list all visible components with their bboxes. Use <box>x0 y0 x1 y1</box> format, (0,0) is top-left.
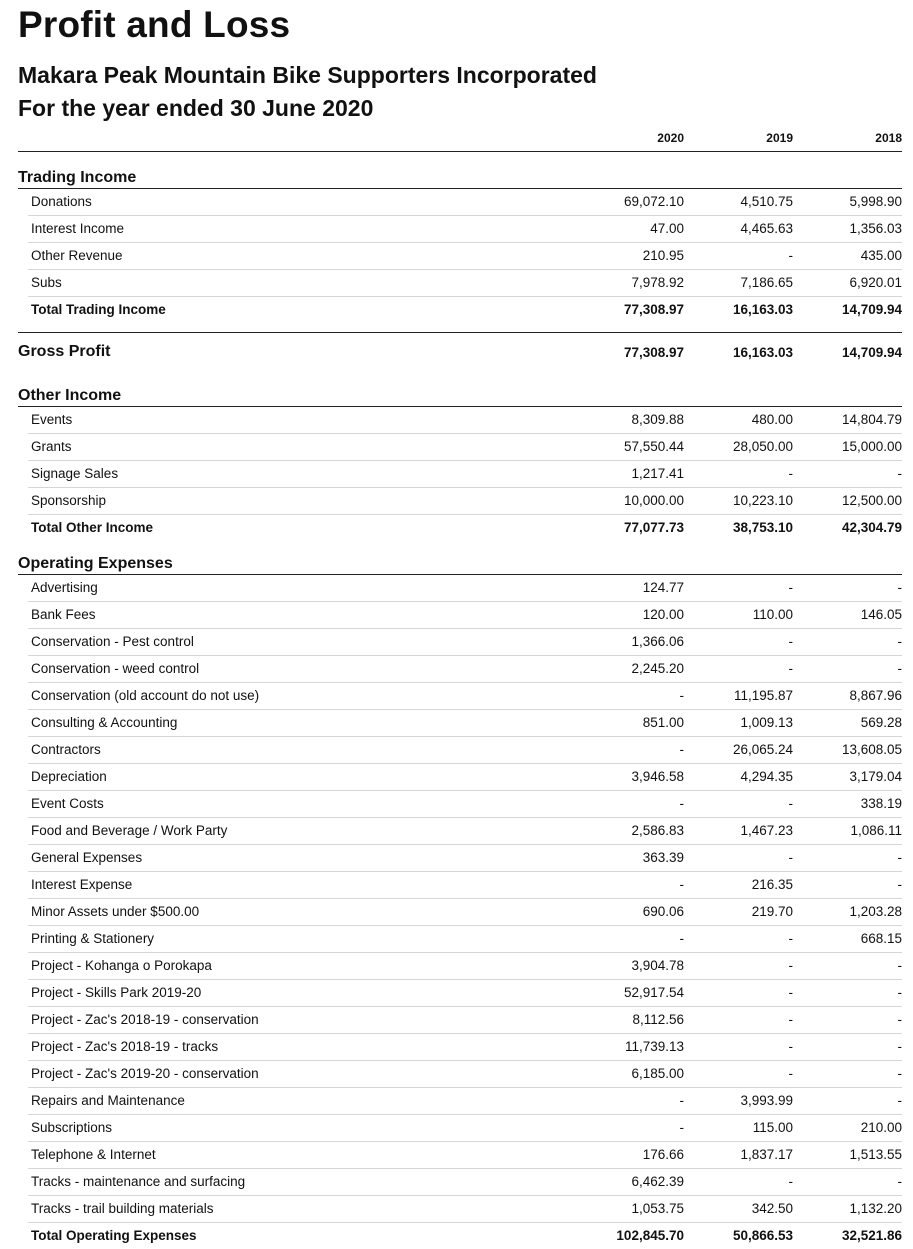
value-2019: - <box>788 466 793 481</box>
value-2020: 69,072.10 <box>623 194 684 209</box>
value-2019: 110.00 <box>752 607 793 622</box>
row-label: Total Other Income <box>31 520 154 535</box>
report-title: Profit and Loss <box>18 4 291 45</box>
value-2019: - <box>788 248 793 263</box>
value-2018: - <box>897 580 902 595</box>
value-2020: 52,917.54 <box>623 985 684 1000</box>
row-label: Consulting & Accounting <box>31 715 178 730</box>
value-2019: - <box>788 634 793 649</box>
row-label: Repairs and Maintenance <box>31 1093 185 1108</box>
trading-income-title: Trading Income <box>18 168 902 189</box>
value-2018: 32,521.86 <box>841 1228 902 1243</box>
value-2019: 342.50 <box>751 1201 793 1216</box>
total-row <box>28 515 902 541</box>
value-2020: - <box>679 688 684 703</box>
value-2019: - <box>788 1012 793 1027</box>
value-2019: - <box>788 661 793 676</box>
value-2020: 1,053.75 <box>631 1201 684 1216</box>
table-row <box>28 872 902 899</box>
gross-profit-2020: 77,308.97 <box>623 345 684 360</box>
row-label: Minor Assets under $500.00 <box>31 904 200 919</box>
row-label: Conservation - weed control <box>31 661 200 676</box>
row-label: Food and Beverage / Work Party <box>31 823 228 838</box>
value-2019: 26,065.24 <box>732 742 793 757</box>
value-2020: 124.77 <box>642 580 684 595</box>
value-2019: - <box>788 796 793 811</box>
row-label: Sponsorship <box>31 493 107 508</box>
table-row <box>28 243 902 270</box>
table-row <box>28 791 902 818</box>
value-2018: 668.15 <box>860 931 902 946</box>
value-2019: 50,866.53 <box>732 1228 793 1243</box>
value-2019: - <box>788 580 793 595</box>
row-label: Tracks - maintenance and surfacing <box>31 1174 246 1189</box>
value-2020: 176.66 <box>642 1147 684 1162</box>
value-2019: 28,050.00 <box>732 439 793 454</box>
report-period: For the year ended 30 June 2020 <box>18 95 374 121</box>
row-label: Total Operating Expenses <box>31 1228 197 1243</box>
value-2020: - <box>679 1093 684 1108</box>
row-label: Depreciation <box>31 769 107 784</box>
gross-profit-2019: 16,163.03 <box>732 345 793 360</box>
row-label: Printing & Stationery <box>31 931 155 946</box>
row-label: Subscriptions <box>31 1120 113 1135</box>
other-income-title: Other Income <box>18 386 902 407</box>
column-headers <box>18 131 902 152</box>
value-2018: 210.00 <box>860 1120 902 1135</box>
value-2020: - <box>679 877 684 892</box>
table-row <box>28 434 902 461</box>
value-2020: - <box>679 1120 684 1135</box>
table-row <box>28 818 902 845</box>
value-2020: 6,185.00 <box>631 1066 684 1081</box>
value-2018: 1,132.20 <box>849 1201 902 1216</box>
gross-profit-2018: 14,709.94 <box>841 345 902 360</box>
value-2018: - <box>897 1174 902 1189</box>
value-2020: 690.06 <box>642 904 684 919</box>
value-2019: - <box>788 1066 793 1081</box>
value-2020: 3,904.78 <box>631 958 684 973</box>
value-2018: 3,179.04 <box>849 769 902 784</box>
value-2020: 851.00 <box>642 715 684 730</box>
value-2018: - <box>897 877 902 892</box>
value-2020: 2,245.20 <box>631 661 684 676</box>
table-row <box>28 629 902 656</box>
value-2018: 14,804.79 <box>841 412 902 427</box>
table-row <box>28 683 902 710</box>
table-row <box>28 407 902 434</box>
value-2019: 38,753.10 <box>732 520 793 535</box>
table-row <box>28 1115 902 1142</box>
value-2019: - <box>788 1039 793 1054</box>
value-2020: - <box>679 796 684 811</box>
value-2019: - <box>788 850 793 865</box>
column-header-2020: 2020 <box>657 131 684 145</box>
value-2018: - <box>897 1093 902 1108</box>
operating-expenses-rows <box>18 575 902 1249</box>
value-2019: 480.00 <box>751 412 793 427</box>
value-2020: 8,309.88 <box>631 412 684 427</box>
value-2018: - <box>897 661 902 676</box>
row-label: Project - Zac's 2019-20 - conservation <box>31 1066 259 1081</box>
value-2018: 13,608.05 <box>841 742 902 757</box>
value-2020: 2,586.83 <box>631 823 684 838</box>
row-label: Project - Kohanga o Porokapa <box>31 958 212 973</box>
table-row <box>28 764 902 791</box>
value-2018: 8,867.96 <box>849 688 902 703</box>
value-2018: 1,203.28 <box>849 904 902 919</box>
table-row <box>28 270 902 297</box>
row-label: Bank Fees <box>31 607 96 622</box>
value-2019: 1,837.17 <box>740 1147 793 1162</box>
value-2020: 10,000.00 <box>623 493 684 508</box>
value-2019: 16,163.03 <box>732 302 793 317</box>
row-label: Project - Skills Park 2019-20 <box>31 985 202 1000</box>
value-2020: 363.39 <box>642 850 684 865</box>
value-2020: 77,077.73 <box>623 520 684 535</box>
column-header-2019: 2019 <box>766 131 793 145</box>
value-2019: - <box>788 1174 793 1189</box>
table-row <box>28 189 902 216</box>
table-row <box>28 710 902 737</box>
row-label: Signage Sales <box>31 466 119 481</box>
table-row <box>28 953 902 980</box>
value-2020: 57,550.44 <box>623 439 684 454</box>
organization-name: Makara Peak Mountain Bike Supporters Incorporated <box>18 62 597 88</box>
value-2020: 6,462.39 <box>631 1174 684 1189</box>
value-2018: - <box>897 634 902 649</box>
value-2019: 11,195.87 <box>733 688 793 703</box>
row-label: Tracks - trail building materials <box>31 1201 214 1216</box>
value-2020: 47.00 <box>650 221 684 236</box>
value-2018: 15,000.00 <box>841 439 902 454</box>
table-row <box>28 216 902 243</box>
table-row <box>28 656 902 683</box>
total-row <box>28 1223 902 1249</box>
value-2018: 1,513.55 <box>849 1147 902 1162</box>
other-income-section <box>18 386 902 541</box>
value-2020: 7,978.92 <box>631 275 684 290</box>
row-label: Total Trading Income <box>31 302 166 317</box>
value-2019: 219.70 <box>751 904 793 919</box>
value-2019: 10,223.10 <box>732 493 793 508</box>
row-label: Conservation (old account do not use) <box>31 688 260 703</box>
value-2018: 435.00 <box>860 248 902 263</box>
row-label: Other Revenue <box>31 248 123 263</box>
value-2018: 42,304.79 <box>841 520 902 535</box>
value-2018: 569.28 <box>860 715 902 730</box>
row-label: Events <box>31 412 73 427</box>
value-2018: - <box>897 985 902 1000</box>
value-2019: - <box>788 931 793 946</box>
value-2019: 4,465.63 <box>740 221 793 236</box>
table-row <box>28 1196 902 1223</box>
row-label: Telephone & Internet <box>31 1147 156 1162</box>
value-2019: 4,510.75 <box>740 194 793 209</box>
trading-income-section <box>18 168 902 323</box>
value-2018: 6,920.01 <box>849 275 902 290</box>
operating-expenses-section <box>18 554 902 1249</box>
table-row <box>28 1169 902 1196</box>
table-row <box>28 845 902 872</box>
table-row <box>28 926 902 953</box>
row-label: Event Costs <box>31 796 104 811</box>
operating-expenses-title: Operating Expenses <box>18 554 902 575</box>
value-2019: 216.35 <box>751 877 793 892</box>
value-2020: 77,308.97 <box>623 302 684 317</box>
row-label: Contractors <box>31 742 101 757</box>
value-2020: - <box>679 931 684 946</box>
table-row <box>28 737 902 764</box>
value-2018: 14,709.94 <box>841 302 902 317</box>
table-row <box>28 980 902 1007</box>
table-row <box>28 602 902 629</box>
table-row <box>28 575 902 602</box>
value-2019: - <box>788 985 793 1000</box>
row-label: Interest Income <box>31 221 125 236</box>
row-label: Grants <box>31 439 72 454</box>
value-2018: 5,998.90 <box>849 194 902 209</box>
table-row <box>28 1142 902 1169</box>
value-2018: 146.05 <box>860 607 902 622</box>
table-row <box>28 1007 902 1034</box>
table-row <box>28 1034 902 1061</box>
table-row <box>28 488 902 515</box>
value-2018: - <box>897 958 902 973</box>
value-2018: - <box>897 1012 902 1027</box>
value-2019: 7,186.65 <box>740 275 793 290</box>
row-label: Project - Zac's 2018-19 - tracks <box>31 1039 219 1054</box>
row-label: Interest Expense <box>31 877 133 892</box>
table-row <box>28 1088 902 1115</box>
value-2018: 1,086.11 <box>850 823 902 838</box>
value-2019: 3,993.99 <box>740 1093 793 1108</box>
value-2020: 8,112.56 <box>632 1012 684 1027</box>
value-2018: 12,500.00 <box>841 493 902 508</box>
value-2020: 1,366.06 <box>631 634 684 649</box>
value-2018: 338.19 <box>860 796 902 811</box>
row-label: Project - Zac's 2018-19 - conservation <box>31 1012 259 1027</box>
value-2018: - <box>897 1039 902 1054</box>
other-income-rows <box>18 407 902 541</box>
total-row <box>28 297 902 323</box>
value-2018: - <box>897 850 902 865</box>
value-2020: 210.95 <box>642 248 684 263</box>
row-label: Donations <box>31 194 92 209</box>
value-2020: 120.00 <box>642 607 684 622</box>
value-2018: - <box>897 466 902 481</box>
row-label: General Expenses <box>31 850 143 865</box>
table-row <box>28 899 902 926</box>
value-2019: 1,009.13 <box>740 715 793 730</box>
gross-profit-label: Gross Profit <box>18 343 111 360</box>
value-2020: - <box>679 742 684 757</box>
gross-profit-row <box>18 332 902 367</box>
value-2019: - <box>788 958 793 973</box>
value-2018: - <box>897 1066 902 1081</box>
table-row <box>28 461 902 488</box>
row-label: Advertising <box>31 580 98 595</box>
column-header-2018: 2018 <box>875 131 902 145</box>
value-2019: 1,467.23 <box>740 823 793 838</box>
table-row <box>28 1061 902 1088</box>
row-label: Conservation - Pest control <box>31 634 194 649</box>
row-label: Subs <box>31 275 62 290</box>
value-2020: 1,217.41 <box>631 466 684 481</box>
value-2019: 115.00 <box>752 1120 793 1135</box>
value-2020: 3,946.58 <box>631 769 684 784</box>
value-2020: 102,845.70 <box>616 1228 684 1243</box>
value-2019: 4,294.35 <box>740 769 793 784</box>
trading-income-rows <box>18 189 902 323</box>
value-2018: 1,356.03 <box>849 221 902 236</box>
value-2020: 11,739.13 <box>624 1039 684 1054</box>
